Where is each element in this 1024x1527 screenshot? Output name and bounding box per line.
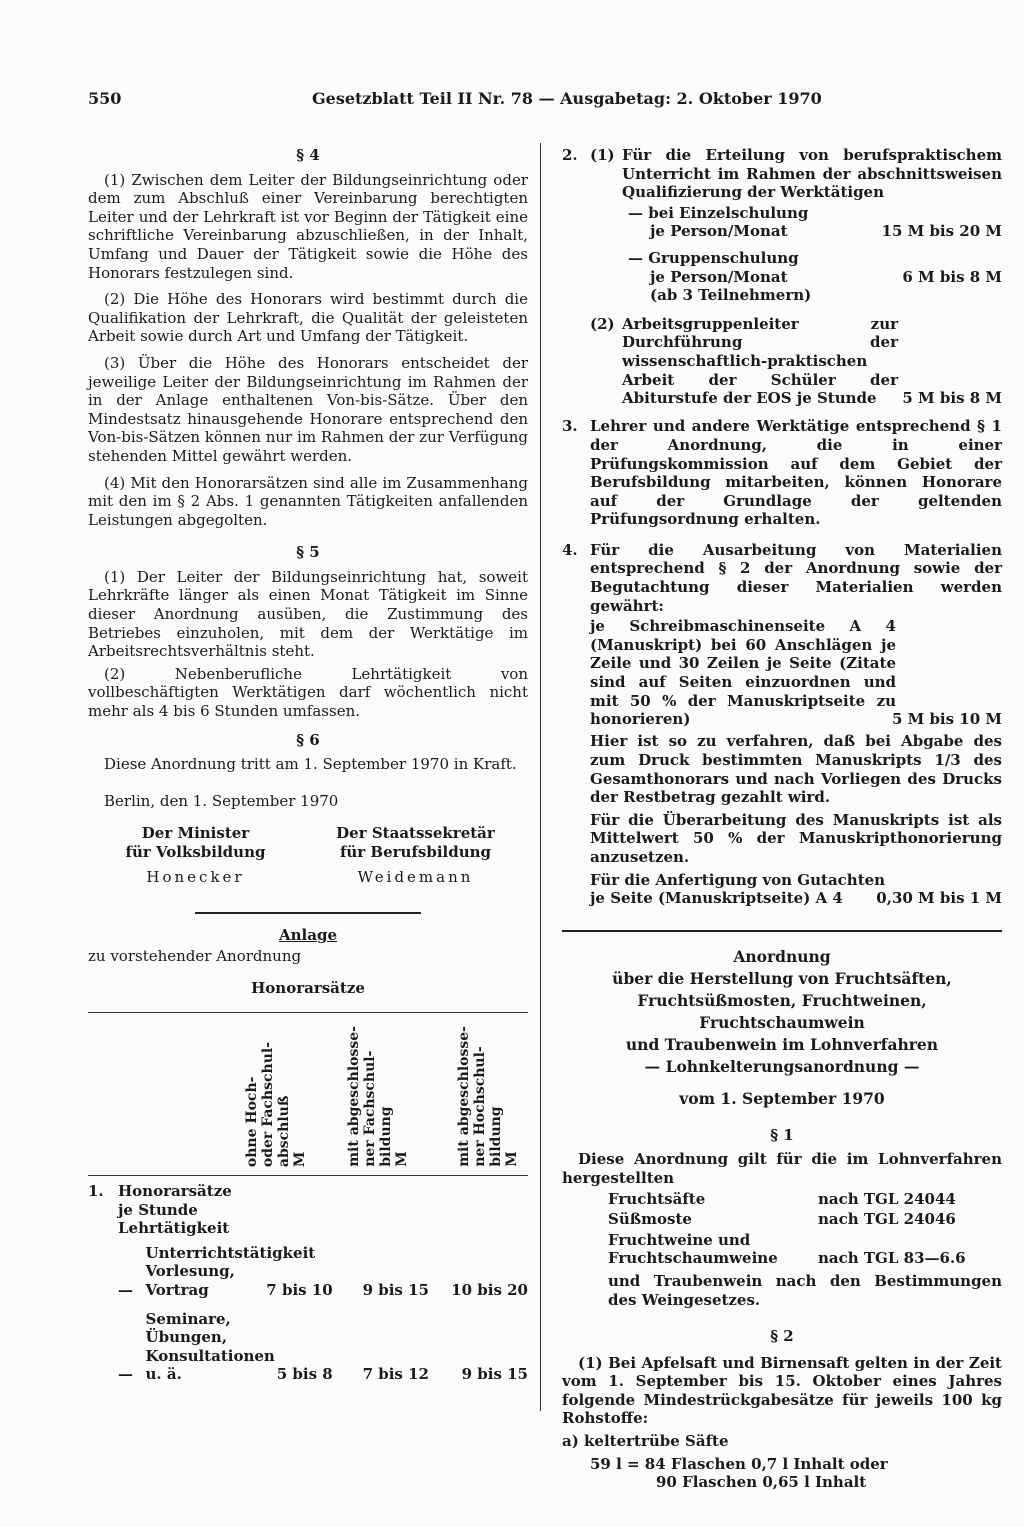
section-4-paragraph-3: (3) Über die Höhe des Honorars entscheidet der jeweilige Leiter der Bildungseinrichtung im Rahmen der in der Anlage enthaltenen Von-bis-Sätze. Über den Mindestsatz hinausgehende Honorare entsprechend den Von-bis-Sätzen können nur im Rahmen der zur Verfügung stehenden Mittel gewährt werden. <box>88 353 528 465</box>
section-4-paragraph-1: (1) Zwischen dem Leiter der Bildungseinrichtung oder dem zum Abschluß einer Vereinbarung berechtigten Leiter und der Lehrkraft ist vor Beginn der Tätigkeit eine schriftliche Vereinbarung abzuschließen, in der Inhalt, Umfang und Dauer der Tätigkeit sowie die Höhe des Honorars festzulegen sind. <box>88 170 528 282</box>
gruppenschulung-note: (ab 3 Teilnehmern) <box>650 286 812 305</box>
section-5-paragraph-1: (1) Der Leiter der Bildungseinrichtung hat, soweit Lehrkräfte länger als einen Monat Tätigkeit im Sinne dieser Anordnung ausüben, die Zustimmung des Betriebes einzuholen, mit dem der Werktätige im Arbeitsrechtsverhältnis steht. <box>88 567 528 661</box>
ueberarbeitung-paragraph: Für die Überarbeitung des Manuskripts ist als Mittelwert 50 % der Manuskripthonorierung anzusetzen. <box>590 810 1002 866</box>
section-4-paragraph-4: (4) Mit den Honorarsätzen sind alle im Zusammenhang mit den im § 2 Abs. 1 genannten Tätigkeiten anfallenden Leistungen abgegolten. <box>88 473 528 529</box>
item-2-1 <box>562 146 1002 202</box>
item-2-2-value: 5 M bis 8 M <box>902 388 1002 407</box>
signer-name: Weidemann <box>357 867 474 886</box>
item-2-2-text: Arbeitsgruppenleiter zur Durchführung der wissenschaftlich-praktischen Arbeit der Schüler der Abiturstufe der EOS je Stunde <box>622 314 898 408</box>
item-4-details <box>562 617 1002 908</box>
subitem-number: (1) <box>590 146 615 164</box>
section-4-paragraph-2: (2) Die Höhe des Honorars wird bestimmt durch die Qualifikation der Lehrkraft, die Qualität der geleisteten Arbeit sowie durch Art und Umfang der Tätigkeit. <box>88 290 528 346</box>
signer-name: Honecker <box>146 867 245 886</box>
order-short-title: — Lohnkelterungsanordnung — <box>644 1056 920 1076</box>
product-row <box>608 1190 1002 1209</box>
gruppenschulung <box>562 249 1002 305</box>
subitem-number: (2) <box>590 314 615 333</box>
table-item-number: 1. <box>88 1181 104 1200</box>
einzelschulung-unit: je Person/Monat <box>650 222 788 241</box>
order-date: vom 1. September 1970 <box>679 1088 885 1108</box>
item-3-text: Lehrer und andere Werktätige entsprechend § 1 der Anordnung, die in einer Prüfungskommission auf dem Gebiet der Berufsbildung mitarbeiten, können Honorare auf der Grundlage der geltenden Prüfungsordnung erhalten. <box>590 417 1002 529</box>
section-6-heading: § 6 <box>296 730 320 749</box>
order-section-2-line-2: 90 Flaschen 0,65 l Inhalt <box>656 1473 867 1492</box>
product-norm: nach TGL 83—6.6 <box>818 1249 966 1268</box>
order-title-line: Fruchtsüßmosten, Fruchtweinen, Fruchtschaumwein <box>637 990 927 1032</box>
table-body <box>88 1182 528 1384</box>
product-name: Fruchtweine und Fruchtschaumweine <box>608 1230 778 1268</box>
gruppenschulung-label: — Gruppenschulung <box>628 248 799 267</box>
row-label: Unterrichtstätigkeit Vorlesung, Vortrag <box>145 1243 316 1299</box>
column-divider <box>540 143 541 1411</box>
row-value-fachschul: 7 bis 12 <box>362 1365 429 1384</box>
row-dash: — <box>118 1365 133 1384</box>
order-section-1-end: und Traubenwein nach den Bestimmungen des Weingesetzes. <box>608 1271 1002 1309</box>
col-header-fachschul: mit abgeschlosse- ner Fachschul- bildung M <box>346 1026 410 1167</box>
table-title: Honorarsätze <box>251 979 365 998</box>
table-header-rule <box>88 1175 528 1176</box>
druck-paragraph: Hier ist so zu verfahren, daß bei Abgabe des zum Druck bestimmten Manuskripts 1/3 des Gesamthonorars und nach Vorliegen des Drucks der Restbetrag gezahlt wird. <box>590 732 1002 807</box>
einzelschulung-value: 15 M bis 20 M <box>881 222 1002 241</box>
order-section-2-heading: § 2 <box>770 1327 794 1346</box>
page-header-title: Gesetzblatt Teil II Nr. 78 — Ausgabetag: 2. Oktober 1970 <box>312 89 822 108</box>
new-order-title <box>562 946 1002 1110</box>
place-date: Berlin, den 1. September 1970 <box>104 791 339 810</box>
gruppenschulung-unit: je Person/Monat <box>650 267 788 286</box>
row-value-ohne: 7 bis 10 <box>266 1280 333 1299</box>
row-value-hochschul: 10 bis 20 <box>451 1280 528 1299</box>
rate-value: 5 M bis 10 M <box>891 709 1002 728</box>
signer-title: für Volksbildung <box>125 843 266 861</box>
order-section-1-heading: § 1 <box>770 1125 794 1144</box>
table-header <box>88 1013 528 1167</box>
signer-title: Der Minister <box>141 824 250 843</box>
signature-block <box>88 824 528 886</box>
table-row <box>88 1244 528 1300</box>
product-norm: nach TGL 24046 <box>818 1210 956 1229</box>
signer-title: für Berufsbildung <box>339 843 492 861</box>
order-section-2-paragraph-1: (1) Bei Apfelsaft und Birnensaft gelten in der Zeit vom 1. September bis 15. Oktober eines Jahres folgende Mindestrückgabesätze für jeweils 100 kg Rohstoffe: <box>562 1353 1002 1428</box>
item-number: 3. <box>562 417 578 436</box>
left-column <box>88 138 528 1384</box>
table-item-label: Honorarsätze je Stunde Lehrtätigkeit <box>118 1181 232 1238</box>
right-column <box>562 146 1002 1492</box>
order-section-2-item-a: a) keltertrübe Säfte <box>562 1432 729 1451</box>
product-name: Süßmoste <box>608 1210 692 1229</box>
item-number: 2. <box>562 146 578 164</box>
gutachten-line-1: Für die Anfertigung von Gutachten <box>590 870 886 889</box>
page-number: 550 <box>88 89 122 108</box>
separator-rule <box>562 930 1002 932</box>
signer-staatssekretaer <box>303 824 528 886</box>
rate-text: je Schreibmaschinenseite A 4 (Manuskript) bei 60 Anschlägen je Zeile und 30 Zeilen je Seite (Zitate sind auf Seiten einzuordnen und mit 50 % der Manuskriptseite zu honorieren) <box>590 617 896 729</box>
section-5-paragraph-2: (2) Nebenberufliche Lehrtätigkeit von vollbeschäftigten Werktätigen darf wöchentlich nicht mehr als 4 bis 6 Stunden umfassen. <box>88 664 528 721</box>
item-3 <box>562 417 1002 529</box>
product-name: Fruchtsäfte <box>608 1189 706 1208</box>
einzelschulung-label: — bei Einzelschulung <box>628 203 809 222</box>
col-header-hochschul: mit abgeschlosse- ner Hochschul- bildung M <box>456 1026 520 1167</box>
table-row <box>88 1310 528 1384</box>
row-value-hochschul: 9 bis 15 <box>461 1365 528 1384</box>
order-section-2-line-1: 59 l = 84 Flaschen 0,7 l Inhalt oder <box>590 1454 888 1473</box>
section-6-paragraph-1: Diese Anordnung tritt am 1. September 1970 in Kraft. <box>104 755 517 774</box>
order-title-line: und Traubenwein im Lohnverfahren <box>625 1034 939 1054</box>
order-title-line: über die Herstellung von Fruchtsäften, <box>612 968 952 988</box>
item-4-text: Für die Ausarbeitung von Materialien entsprechend § 2 der Anordnung sowie der Begutachtung dieser Materialien werden gewährt: <box>590 540 1002 615</box>
row-value-ohne: 5 bis 8 <box>276 1365 333 1384</box>
row-value-fachschul: 9 bis 15 <box>362 1280 429 1299</box>
col-header-ohne: ohne Hoch- oder Fachschul- abschluß M <box>244 1041 308 1167</box>
row-label: Seminare, Übungen, Konsultationen u. ä. <box>145 1309 275 1384</box>
product-norm: nach TGL 24044 <box>818 1189 956 1208</box>
table-item-1 <box>88 1182 528 1238</box>
order-section-1-intro: Diese Anordnung gilt für die im Lohnverfahren hergestellten <box>562 1150 1002 1187</box>
section-5-heading: § 5 <box>296 543 320 562</box>
product-row <box>608 1231 1002 1268</box>
product-row <box>608 1210 1002 1229</box>
order-title-line: Anordnung <box>733 946 831 966</box>
anlage-heading: Anlage <box>279 926 337 945</box>
gutachten-line-2: je Seite (Manuskriptseite) A 4 <box>590 889 843 908</box>
einzelschulung <box>562 204 1002 241</box>
signer-title: Der Staatssekretär <box>336 824 495 843</box>
row-dash: — <box>118 1280 133 1299</box>
gutachten-value: 0,30 M bis 1 M <box>876 889 1002 908</box>
item-2-1-text: Für die Erteilung von berufspraktischem Unterricht im Rahmen der abschnittsweisen Qualifizierung der Werktätigen <box>622 146 1002 202</box>
separator-rule <box>195 912 421 914</box>
item-4 <box>562 541 1002 615</box>
signer-minister <box>88 824 303 886</box>
anlage-subtitle: zu vorstehender Anordnung <box>88 946 302 965</box>
gruppenschulung-value: 6 M bis 8 M <box>902 267 1002 286</box>
section-4-heading: § 4 <box>296 146 320 164</box>
product-list <box>562 1190 1002 1310</box>
item-number: 4. <box>562 540 578 559</box>
